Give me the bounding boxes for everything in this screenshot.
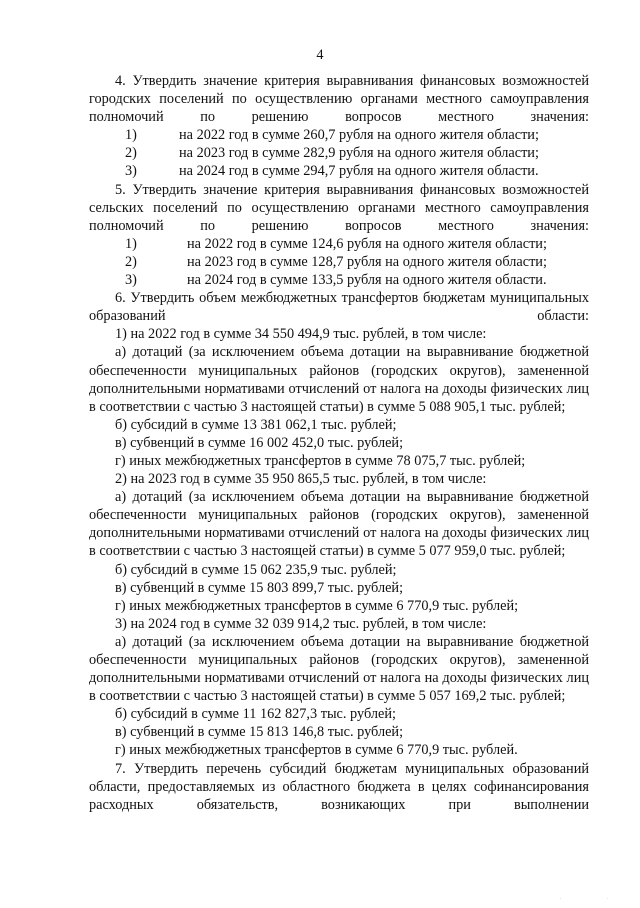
list-item	[89, 144, 589, 162]
paragraph: г) иных межбюджетных трансфертов в сумме 78 075,7 тыс. рублей;	[115, 452, 526, 469]
list-item	[89, 271, 589, 289]
paragraph: г) иных межбюджетных трансфертов в сумме 6 770,9 тыс. рублей;	[115, 597, 519, 614]
list-item	[89, 126, 589, 144]
list-item-number: 2)	[125, 145, 137, 162]
list-item-number: 3)	[125, 272, 137, 289]
paragraph: 4. Утвердить значение критерия выравнивания финансовых возможностей городских поселений по осуществлению органами местного самоуправления полномочий по решению вопросов местного значения:	[89, 73, 589, 126]
list-item-text: на 2024 год в сумме 294,7 рубля на одного жителя области.	[179, 163, 539, 180]
list-item-text: на 2024 год в сумме 133,5 рубля на одного жителя области.	[187, 272, 547, 289]
list-item-number: 1)	[125, 127, 137, 144]
paragraph: 7. Утвердить перечень субсидий бюджетам муниципальных образований области, предоставляемых из областного бюджета в целях софинансирования расходных обязательств, возникающих при выполнении	[89, 760, 589, 813]
paragraph: а) дотаций (за исключением объема дотации на выравнивание бюджетной обеспеченности муниципальных районов (городских округов), замененной дополнительными нормативами отчислений от налога на доходы физических лиц в соответствии с частью 3 настоящей статьи) в сумме 5 077 959,0 тыс. рублей;	[89, 489, 589, 560]
paragraph: 5. Утвердить значение критерия выравнивания финансовых возможностей сельских поселений по осуществлению органами местного самоуправления полномочий по решению вопросов местного значения:	[89, 181, 589, 234]
list-item-text: на 2023 год в сумме 128,7 рубля на одного жителя области;	[187, 253, 547, 270]
paragraph: в) субвенций в сумме 15 803 899,7 тыс. рублей;	[115, 579, 404, 596]
scan-marks: . .	[560, 896, 610, 901]
paragraph: в) субвенций в сумме 15 813 146,8 тыс. рублей;	[115, 724, 404, 741]
list-item-text: на 2023 год в сумме 282,9 рубля на одного жителя области;	[179, 145, 539, 162]
paragraph: б) субсидий в сумме 11 162 827,3 тыс. рублей;	[115, 706, 396, 723]
page-number: 4	[316, 47, 324, 63]
paragraph: 2) на 2023 год в сумме 35 950 865,5 тыс. рублей, в том числе:	[115, 471, 487, 488]
paragraph: а) дотаций (за исключением объема дотации на выравнивание бюджетной обеспеченности муниципальных районов (городских округов), замененной дополнительными нормативами отчислений от налога на доходы физических лиц в соответствии с частью 3 настоящей статьи) в сумме 5 057 169,2 тыс. рублей;	[89, 633, 589, 705]
paragraph: 1) на 2022 год в сумме 34 550 494,9 тыс. рублей, в том числе:	[115, 326, 487, 343]
list-item-number: 3)	[125, 163, 137, 180]
list-item	[89, 162, 589, 180]
list-item-text: на 2022 год в сумме 260,7 рубля на одного жителя области;	[179, 127, 539, 144]
paragraph: в) субвенций в сумме 16 002 452,0 тыс. рублей;	[115, 434, 404, 451]
list-item	[89, 235, 589, 253]
paragraph: г) иных межбюджетных трансфертов в сумме 6 770,9 тыс. рублей.	[115, 742, 518, 759]
paragraph: 6. Утвердить объем межбюджетных трансфертов бюджетам муниципальных образований области:	[89, 290, 589, 325]
list-item-number: 1)	[125, 235, 137, 252]
paragraph: 3) на 2024 год в сумме 32 039 914,2 тыс. рублей, в том числе:	[115, 615, 487, 632]
list-item	[89, 253, 589, 271]
list-item-number: 2)	[125, 253, 137, 270]
document-body	[89, 72, 589, 814]
paragraph: а) дотаций (за исключением объема дотации на выравнивание бюджетной обеспеченности муниципальных районов (городских округов), замененной дополнительными нормативами отчислений от налога на доходы физических лиц в соответствии с частью 3 настоящей статьи) в сумме 5 088 905,1 тыс. рублей;	[89, 344, 589, 415]
list-item-text: на 2022 год в сумме 124,6 рубля на одного жителя области;	[187, 235, 547, 252]
paragraph: б) субсидий в сумме 15 062 235,9 тыс. рублей;	[115, 561, 397, 578]
paragraph: б) субсидий в сумме 13 381 062,1 тыс. рублей;	[115, 416, 397, 433]
